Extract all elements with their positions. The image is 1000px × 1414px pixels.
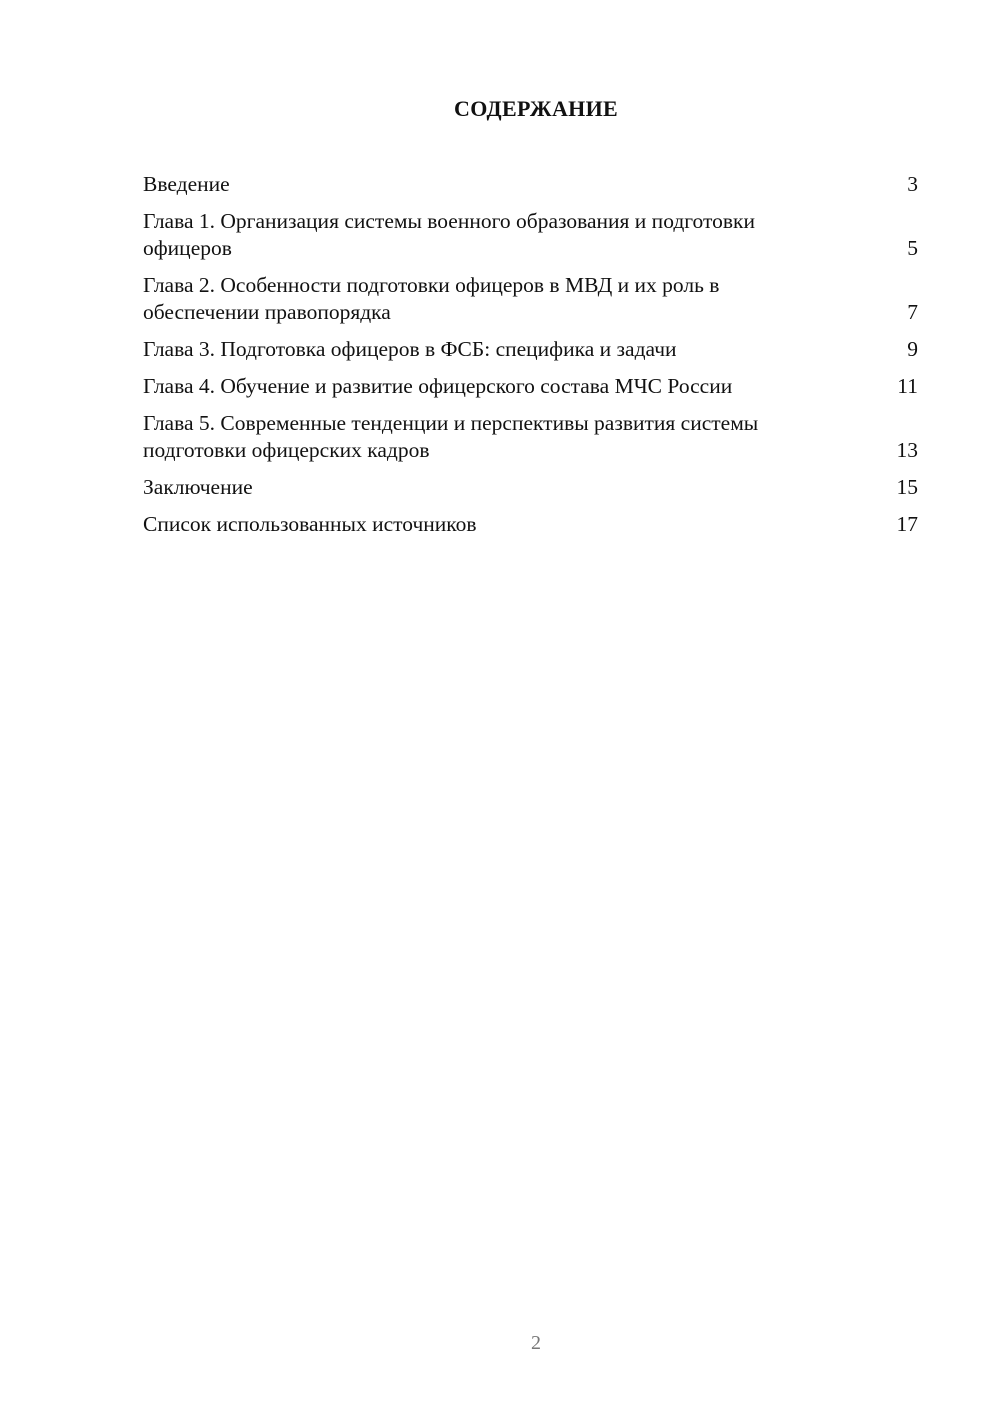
toc-entry-text: Глава 3. Подготовка офицеров в ФСБ: специфика и задачи (143, 337, 677, 361)
toc-entry-chapter-4 (143, 373, 918, 400)
toc-entry-text: Глава 2. Особенности подготовки офицеров в МВД и их роль в обеспечении правопорядка (143, 273, 720, 324)
toc-entry-references (143, 511, 918, 538)
toc-entry-page: 17 (896, 512, 918, 536)
toc-entry-page: 13 (896, 438, 918, 462)
toc-entry-page: 15 (896, 475, 918, 499)
toc-entry-text: Глава 5. Современные тенденции и перспективы развития системы подготовки офицерских кадров (143, 411, 759, 462)
toc-entry-text: Введение (143, 172, 230, 196)
page-title: СОДЕРЖАНИЕ (454, 96, 618, 121)
toc-entry-text: Заключение (143, 475, 253, 499)
toc-entry-page: 11 (897, 374, 918, 398)
toc-entry-conclusion (143, 474, 918, 501)
toc-entry-chapter-1 (143, 208, 918, 262)
toc-entry-text: Глава 4. Обучение и развитие офицерского состава МЧС России (143, 374, 733, 398)
toc-entry-introduction (143, 171, 918, 198)
toc-entry-page: 7 (907, 300, 918, 324)
toc-entry-page: 5 (907, 236, 918, 260)
toc-entry-text: Список использованных источников (143, 512, 477, 536)
toc-entry-page: 9 (907, 337, 918, 361)
page-number: 2 (531, 1332, 541, 1354)
toc-entry-chapter-5 (143, 410, 918, 464)
toc-entry-page: 3 (907, 172, 918, 196)
table-of-contents (143, 171, 918, 548)
toc-entry-text: Глава 1. Организация системы военного образования и подготовки офицеров (143, 209, 755, 260)
toc-entry-chapter-3 (143, 336, 918, 363)
toc-entry-chapter-2 (143, 272, 918, 326)
